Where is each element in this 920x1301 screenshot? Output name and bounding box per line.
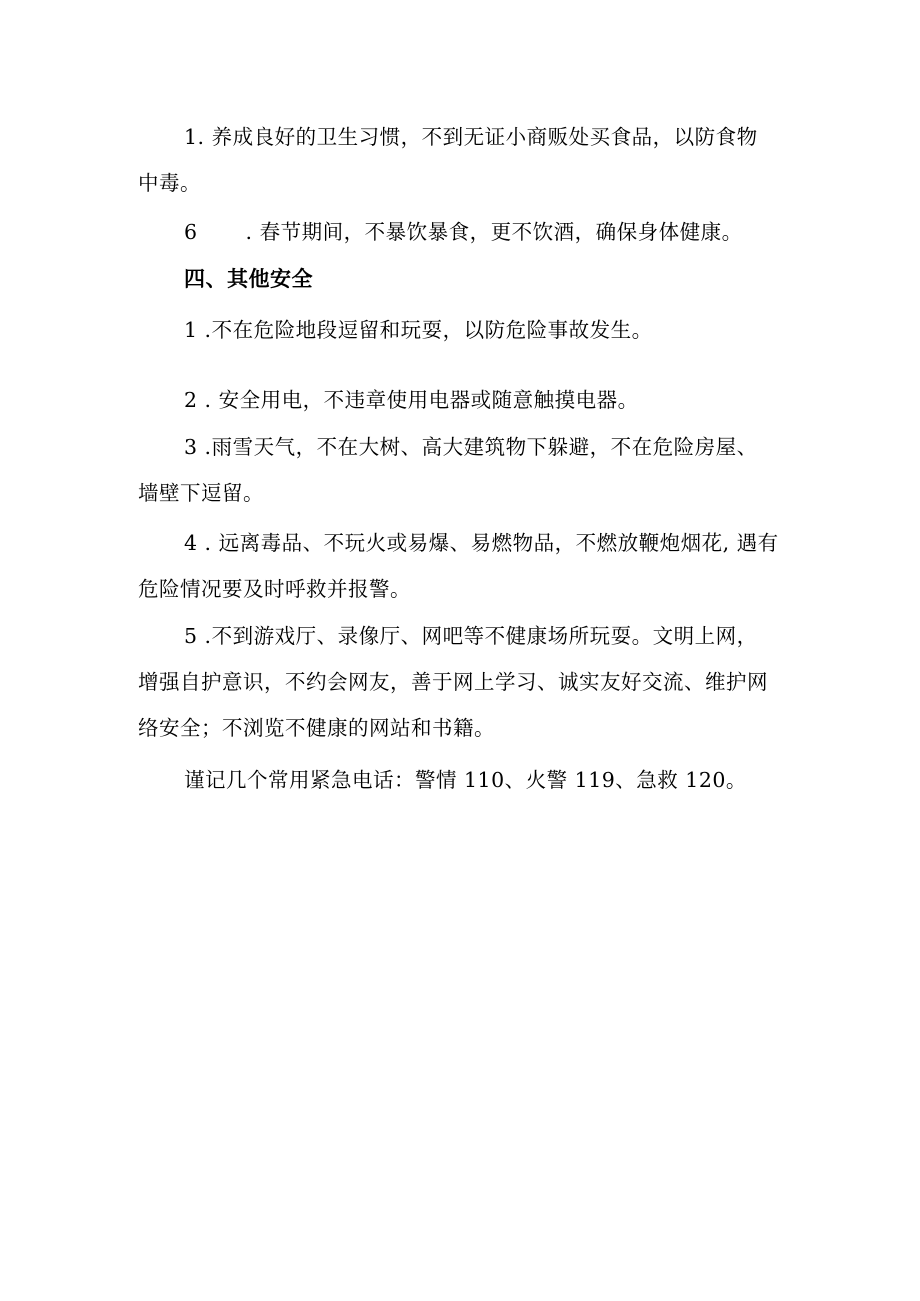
section-heading-other-safety: 四、其他安全 [184, 267, 313, 291]
safety-item-1 [138, 307, 788, 353]
safety-item-4-line-1: 4 . 远离毒品、不玩火或易爆、易燃物品，不燃放鞭炮烟花, 遇有 [184, 531, 779, 555]
food-item-6 [138, 209, 788, 255]
safety-item-4-line-2: 危险情况要及时呼救并报警。 [138, 577, 411, 601]
safety-item-1-line-1: 1 .不在危险地段逗留和玩耍，以防危险事故发生。 [184, 318, 653, 342]
food-item-6-number: 6 [184, 220, 198, 244]
emergency-numbers-line-1: 谨记几个常用紧急电话：警情 110、火警 119、急救 120。 [184, 768, 747, 792]
safety-item-3-line-1: 3 .雨雪天气，不在大树、高大建筑物下躲避，不在危险房屋、 [184, 435, 758, 459]
food-item-6-text: . 春节期间，不暴饮暴食，更不饮酒，确保身体健康。 [245, 220, 743, 244]
safety-item-3 [138, 424, 788, 516]
safety-item-2-line-1: 2 . 安全用电，不违章使用电器或随意触摸电器。 [184, 388, 639, 412]
safety-item-4 [138, 520, 788, 612]
safety-item-5-line-3: 络安全；不浏览不健康的网站和书籍。 [138, 716, 495, 740]
emergency-numbers [138, 757, 788, 803]
safety-item-5-line-1: 5 .不到游戏厅、录像厅、网吧等不健康场所玩耍。文明上网， [184, 624, 758, 648]
food-item-6-line-1 [138, 209, 788, 255]
food-item-1-line-2: 中毒。 [138, 171, 201, 195]
safety-item-5 [138, 613, 788, 751]
food-item-1 [138, 114, 788, 206]
food-item-1-line-1: 1. 养成良好的卫生习惯，不到无证小商贩处买食品，以防食物 [184, 125, 758, 149]
safety-item-3-line-2: 墙壁下逗留。 [138, 481, 264, 505]
safety-item-2 [138, 377, 788, 423]
safety-item-5-line-2: 增强自护意识，不约会网友，善于网上学习、诚实友好交流、维护网 [138, 670, 768, 694]
